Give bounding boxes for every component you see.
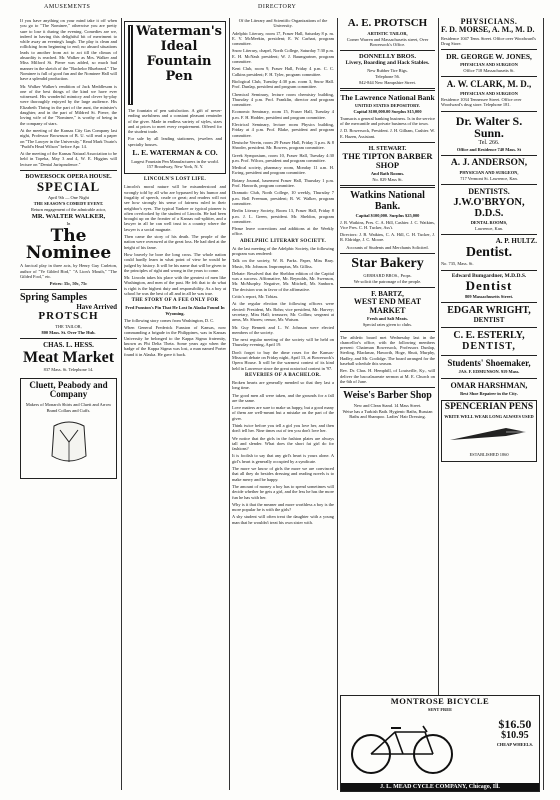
adelphic-paragraph: Mr. Guy Bennett and L. W. Johnson were elected members of the society. bbox=[232, 324, 334, 335]
clark-address: Residence 1034 Tennessee Street. Office over Woodward's drug store. Telephone 181. bbox=[441, 97, 522, 108]
adelphic-paragraph: Debate: Resolved that the Sheldon edition of the Capital was a success. Affirmative, Mr. Reynolds, Mr. Swenson, Mr. McMurphy. Negative, Mr. Mitchell, Mr. Sanborn. The decision was in favor of the affirmative. bbox=[232, 270, 334, 292]
harshman-tagline: Best Shoe Repairer in the City. bbox=[460, 391, 518, 397]
divider bbox=[20, 170, 117, 171]
directory-entry: Electrical Seminary, lecture room Physics building, Friday at 4 p.m. Prof. Blake, president and program committee. bbox=[232, 122, 334, 138]
column-divider bbox=[229, 18, 230, 790]
sunn-name: Dr. Walter S. Sunn. bbox=[455, 113, 523, 141]
reverie-paragraph: The amount of money a boy has to spend sometimes will decide whether he gets a girl, and the less he has the more fun he has with her. bbox=[232, 483, 334, 500]
montrose-heading: MONTROSE BICYCLE bbox=[390, 696, 490, 706]
divider bbox=[340, 185, 435, 188]
waterman-title: Waterman's Ideal Fountain Pen bbox=[136, 24, 222, 84]
watkins-officers: J. B. Watkins, Pres. C. A. Hill, Cashier. J. C. Watkins, Vice Pres. C. H. Tucker, Ass't. bbox=[340, 219, 435, 230]
divider bbox=[441, 155, 537, 156]
price-block bbox=[497, 718, 533, 748]
cluett-heading: Cluett, Peabody and Company bbox=[29, 379, 108, 399]
spencerian-established: ESTABLISHED 1860 bbox=[469, 452, 509, 458]
west-end-market-heading: WEST END MEAT MARKET bbox=[353, 297, 422, 315]
waterman-ad bbox=[124, 21, 226, 174]
directory-entry: Medical society, pharmacy room, Monday 11 a.m. H. Ewing, president and program committee. bbox=[232, 165, 334, 176]
directory-entry: Greek Symposium, room 10, Fraser Hall, Tuesday 4:30 p.m. Prof. Wilcox, president and program committee. bbox=[232, 152, 334, 163]
livery-heading: Livery, Boarding and Hack Stables. bbox=[345, 59, 430, 66]
morse-name: F. D. MORSE, A. M., M. D. bbox=[441, 25, 535, 35]
divider bbox=[441, 270, 537, 271]
funston-heading: THE STORY OF A FEE ONLY FOR bbox=[131, 298, 219, 304]
jones-address: Office 718 Massachusetts St. bbox=[463, 68, 515, 74]
protsch-name: A. E. PROTSCH bbox=[347, 18, 428, 29]
divider bbox=[340, 331, 435, 332]
adelphic-heading: ADELPHIC LITERARY SOCIETY. bbox=[239, 238, 327, 244]
protsch-sub: ARTISTIC TAILOR, bbox=[367, 30, 408, 36]
star-bakery-heading: Star Bakery bbox=[351, 255, 424, 271]
article-walker: Mr. Walker Walker's rendition of Jack Meddlesom is one of the best things of the kind we have ever witnessed. His wonderful mimicry and clever by-play were thoroughly enjoyed by the large audience. His Elizabeth Thring in the part of the aunt, the minister's daughter, and in the part of Mildred St. Pierre, the loving wife of the "Nominee," is worthy of being in the company of stars. bbox=[20, 83, 117, 126]
dentist-heading: Dentist. bbox=[465, 244, 513, 260]
header-directory: DIRECTORY bbox=[258, 4, 297, 10]
hultz-address: No. 735, Mass. St. bbox=[441, 261, 474, 267]
directory-entry: Chemical Seminary, lecture room chemistry building, Thursday 4 p.m. Prof. Franklin, director and program committee. bbox=[232, 91, 334, 108]
divider bbox=[441, 302, 537, 303]
mead-footer: J. L. MEAD CYCLE COMPANY, Chicago, Ill. bbox=[341, 783, 539, 791]
bartz-name: F. BARTZ, bbox=[371, 290, 404, 299]
spencerian-sub: WRITE WELL WEAR LONG ALWAYS USED bbox=[444, 414, 534, 420]
season-event: THE SEASON'S COMEDY EVENT. bbox=[33, 201, 104, 207]
special-heading: SPECIAL bbox=[36, 179, 101, 195]
prices: Prices: 35c, 50c, 75c bbox=[49, 281, 88, 287]
price-main: $16.50 bbox=[498, 717, 532, 731]
montrose-sub: SENT FREE bbox=[427, 706, 453, 712]
dentist-heading: DENTIST, bbox=[462, 340, 516, 352]
watkins-solicit: Accounts of Students and Merchants Solicited. bbox=[346, 244, 429, 250]
sunn-hours: Office and Residence 740 Mass. St bbox=[456, 146, 522, 152]
market-note: Special rates given to clubs. bbox=[362, 322, 413, 328]
directory-intro: Of the Literary and Scientific Organizations of the University. bbox=[238, 18, 328, 29]
athletic-board-article: The athletic board met Wednesday last in the chancellor's office, with the following members present: Chairman Bowersock, Professors Dunlap, Sterling, Blackmar, Haworth, Hoge, Shutt, Murphy, Hadley, and Mr. Coolidge. The board arranged for the baseball schedule this season. bbox=[340, 334, 435, 367]
dentists-heading: DENTISTS. bbox=[468, 187, 510, 197]
jones-sub: PHYSICIAN AND SURGEON bbox=[460, 62, 518, 68]
tailor-label: THE TAILOR, bbox=[55, 323, 82, 329]
bank-note: Transacts a general banking business. Is in the service of the mercantile and private business of the town. bbox=[340, 115, 435, 126]
protsch-address: Corner Warren and Massachusetts street, Over Bowersock's Office. bbox=[346, 36, 429, 47]
watkins-capital: Capital $100,000. Surplus $25,000 bbox=[355, 213, 420, 219]
meat-address: 837 Mass. St. Telephone 14. bbox=[43, 367, 94, 373]
anderson-sub: PHYSICIAN AND SURGEON, bbox=[459, 170, 519, 176]
bumgardner-address: 809 Massachusetts Street. bbox=[464, 293, 514, 299]
cheap-wheels: CHEAP WHEELS. bbox=[496, 742, 533, 748]
tiptop-address: No. 829 Mass St. bbox=[372, 177, 403, 183]
directory-entry: Dramatic Club, North College, 10 weekly, Thursday 7 p.m. Bell Freeman, president; B. W. Walker, program committee. bbox=[232, 190, 334, 206]
divider bbox=[340, 287, 435, 288]
reverie-paragraph: We notice that the girls in the fashion plates are always tall and slender. What does the short fat girl do for fashions? bbox=[232, 435, 334, 452]
cluett-ad bbox=[20, 378, 117, 479]
lincoln-heading: LINCOLN'S LOST LIFE. bbox=[143, 177, 207, 183]
adelphic-paragraph: Critic's report, Mr. Tobias. bbox=[232, 294, 279, 300]
reverie-paragraph: The more we know of girls the more we are convinced that all they do besides dressing and reading novels is to make merry and be happy. bbox=[232, 466, 334, 482]
divider bbox=[340, 50, 435, 51]
divider bbox=[441, 184, 537, 185]
adelphic-paragraph: The next regular meeting of the society will be held on Thursday evening, April 19. bbox=[232, 337, 334, 348]
adelphic-paragraph: Talk on the society, W. R. Parks. Paper, Miss Bray. Music, Mr. Johnson. Impromptus, Mr. Gilliss. bbox=[232, 258, 334, 269]
montrose-bicycle-ad bbox=[340, 695, 540, 792]
funston-paragraph: When General Frederick Funston of Kansas, now commanding a brigade in the Philippines, was in Kansas University he belonged to the Kappa Sigma fraternity, known as Phi Delta Theta. Some years ago when the badge of the Kappa Sigma was lost, a man named Porter found it in Alaska. He gave it back. bbox=[124, 325, 226, 357]
watkins-bank-name: Watkins National Bank. bbox=[350, 190, 425, 212]
anderson-name: A. J. ANDERSON, bbox=[450, 158, 528, 169]
spencerian-ad bbox=[441, 400, 537, 461]
divider bbox=[441, 355, 537, 356]
reverie-paragraph: Why is it that the meaner and more worthless a boy is the more popular he is with the girls? bbox=[232, 501, 334, 513]
reveries-heading: REVERIES OF A BACHELOR. bbox=[245, 372, 321, 378]
column-directory bbox=[232, 18, 334, 792]
spring-samples-heading: Spring Samples bbox=[20, 292, 87, 304]
adelphic-paragraph: At the last meeting of the Adelphic Society, the following program was rendered: bbox=[232, 245, 334, 256]
divider bbox=[441, 76, 537, 77]
harshman-name: OMAR HARSHMAN, bbox=[450, 380, 528, 390]
divider bbox=[20, 338, 117, 339]
bumgardner-name: Edward Bumgardner, M.D.D.S. bbox=[451, 272, 527, 279]
collar-illustration bbox=[23, 416, 114, 476]
meat-market-heading: Meat Market bbox=[22, 348, 115, 366]
tiptop-sub: And Bath Rooms. bbox=[370, 170, 405, 176]
waterman-sale: For sale by all leading stationers, jewelers and specialty houses. bbox=[128, 136, 222, 147]
actor-name: MR. WALTER WALKER, bbox=[31, 212, 106, 220]
weise-note: Weise has a Turkish Bath. Hygienic Baths, Russian Baths and Shampoo. Ladies' Hair Dressing. bbox=[342, 408, 433, 420]
bank-capital: Capital $100,000.00 Surplus $15,000 bbox=[353, 109, 422, 115]
dental-rooms: DENTAL ROOMS, bbox=[470, 219, 508, 225]
dental-address: Lawrence, Kan. bbox=[475, 226, 503, 232]
morse-address: Residence 1047 Tenn. Street. Office over Woodward's Drug Store. bbox=[441, 35, 536, 46]
jones-name: DR. GEORGE W. JONES, bbox=[446, 52, 532, 62]
special-date: April 9th — One Night bbox=[48, 194, 89, 200]
article-dental: At the meeting of the Kansas Natural Association to be held in Topeka, May 3 and 4, W. E. Higgins will lecture on "Dental Jurisprudence." bbox=[20, 151, 117, 167]
collar-icon bbox=[24, 416, 114, 476]
directory-entry: Snow Literary, chapel, North College, Saturday 7:30 p.m. E. H. McNash president; W. J. Baumgartner, program committee. bbox=[232, 48, 334, 65]
protsch-heading: PROTSCH bbox=[38, 310, 99, 323]
bank-depository: UNITED STATES DEPOSITORY. bbox=[355, 103, 420, 109]
header-amusements: AMUSEMENTS bbox=[44, 4, 91, 10]
lincoln-paragraph: Lincoln's moral nature will be misunderstood and wrongly told by all who are bypassed by his humor and frugality of speech, crude or great; and readers will not see how strongly his sense of fairness ruled in their neighbor's eyes. The typical Yankee or typical pioneer is often overlooked by the student of Lincoln. He had been brought up on the frontier of a Kansas rail-splitter, and a lawyer in all he can well trust in a country where the lawyer is a social magnate. bbox=[124, 184, 226, 232]
reverie-paragraph: Love matters are sure to make us happy, but a good many of them are well-meant but a mistake on the part of the giver. bbox=[232, 405, 334, 421]
directory-note: Please leave corrections and additions at the Weekly office. bbox=[232, 226, 334, 237]
donnelly-phone: Telephone 56. bbox=[375, 73, 400, 79]
spencerian-heading: SPENCERIAN PENS bbox=[444, 402, 534, 413]
physicians-heading: PHYSICIANS. bbox=[460, 18, 518, 26]
column-professional bbox=[441, 18, 537, 792]
bicycle-icon bbox=[347, 718, 457, 776]
anderson-address: 717 Vermont St. Lawrence, Kan. bbox=[460, 176, 518, 182]
clark-sub: PHYSICIAN AND SURGEON bbox=[460, 90, 518, 96]
shoemaker-heading: Students' Shoemaker, bbox=[447, 358, 531, 368]
reverie-paragraph: Broken hearts are generally mended so that they last a long time. bbox=[232, 379, 334, 391]
rubber-rigs: New Rubber Tire Rigs. bbox=[367, 67, 408, 73]
star-bakery-props: GERHARD BROS., Props. bbox=[363, 272, 412, 278]
hess-name: CHAS. L. HESS. bbox=[43, 341, 94, 350]
divider bbox=[20, 289, 117, 290]
directory-entry: Economic Seminary, room 15, Fraser Hall, Tuesday 4 p.m. F. H. Hodder, president and program committee. bbox=[232, 109, 334, 120]
pen-nib-icon bbox=[446, 420, 532, 446]
bank-officers: J. D. Bowersock, President. J. H. Gilham, Cashier. W. E. Hazen, Assistant. bbox=[340, 128, 435, 139]
divider bbox=[340, 387, 435, 388]
opera-house-heading: BOWERSOCK OPERA HOUSE. bbox=[25, 174, 112, 181]
funston-paragraph: The following story comes from Washington, D. C. bbox=[124, 317, 215, 323]
column-amusements bbox=[20, 18, 117, 792]
lincoln-paragraph: Mr. Lincoln takes his place with the greatest of men like Washington, and men of the past. He felt that to do what is right is the highest duty and responsibility. As a boy at school he was the best of all and in all he was true. bbox=[124, 275, 226, 296]
lincoln-paragraph: How bravely he bore the long cross. The whole nation could hardly learn in what point of view he would be judged by history. It will be his name that will be given to the principles of right and wrong in the years to come. bbox=[124, 251, 226, 273]
tiptop-barber-heading: THE TIPTON BARBER SHOP bbox=[342, 151, 433, 171]
fountain-pen-icon bbox=[128, 25, 133, 105]
esterly-name: C. E. ESTERLY, bbox=[453, 330, 525, 341]
divider bbox=[340, 142, 435, 143]
directory-entry: Botany Journal, basement Fraser Hall, Thursday 1 p.m. Prof. Haworth, program committee. bbox=[232, 177, 334, 189]
star-bakery-note: We solicit the patronage of the people. bbox=[353, 278, 422, 284]
directory-entry: Kent Club, room 9, Fraser Hall, Friday 4 p.m. C. C. Calkins president; F. H. Tyler, program committee. bbox=[232, 66, 334, 77]
reverie-paragraph: Think twice before you tell a girl you love her, and then don't tell her. Nine times out of ten you don't love her. bbox=[232, 423, 334, 434]
divider bbox=[441, 378, 537, 379]
weise-barber-heading: Weise's Barber Shop bbox=[343, 390, 432, 402]
funston-subhead: Fred Funston's Pin That He Lost In Alaska Found In Wyoming. bbox=[125, 305, 225, 316]
divider bbox=[441, 327, 537, 328]
directory-entry: Biological Club, Tuesday 4:30 p.m. room 3, Snow Hall. Prof. Dunlap, president and program committee. bbox=[232, 78, 334, 90]
column-divider bbox=[337, 18, 338, 790]
divider bbox=[441, 234, 537, 235]
waterman-text: The fountain of pen satisfaction. A gift of never-ending usefulness and a constant pleasant reminder of the giver. Made in endless variety of styles, sizes and at prices to meet every requirement. Offered for the student trade. bbox=[128, 108, 222, 135]
play-title: The Nominee bbox=[25, 225, 112, 264]
in-text: In bbox=[66, 221, 71, 227]
directory-entry: Deutsche Verein, room 29 Fraser Hall, Friday 3 p.m. & 8 Shroder, president. Mr. Bowers, program committee. bbox=[232, 139, 334, 151]
clark-name: A. W. CLARK, M. D., bbox=[446, 79, 532, 90]
adelphic-paragraph: At the regular election the following officers were elected: President, Mr. Bohn; vice president, Mr. Harvey; secretary, Miss Hall; treasurer, Mr. Collins; sergeant at arms, Mr. Shores; censor, Mr. Watson. bbox=[232, 301, 334, 323]
waterman-address: Largest Fountain Pen Manufacturers in the world. 157 Broadway, New York, N. Y. bbox=[131, 158, 219, 170]
stewart-name: H. STEWART. bbox=[368, 145, 407, 152]
adelphic-paragraph: Don't forget to buy the dime roses for the Kansas-Missouri debate on Friday night, April 13, at Bowersock's Opera House. It will be the warmest contest of its kind held in Lawrence since the great oratorical contest in '97. bbox=[232, 349, 334, 371]
edmunson-name: JAS. F. EDMUNSON. 919 Mass. bbox=[458, 369, 520, 375]
column-business bbox=[340, 18, 435, 792]
lincoln-paragraph: Then came the story of his death. The people of the nation were overawed at the great loss. He had died at the height of his fame. bbox=[124, 234, 226, 250]
divider bbox=[441, 49, 537, 50]
divider bbox=[441, 111, 537, 112]
dentist-heading: DENTIST bbox=[473, 315, 505, 324]
hultz-name: A. P. HULTZ. bbox=[495, 237, 537, 246]
wright-name: EDGAR WRIGHT, bbox=[447, 305, 531, 317]
reverie-paragraph: The good men all were taken, and the grounds for a fall are the same. bbox=[232, 392, 334, 403]
divider bbox=[340, 253, 435, 254]
engagement-text: Return engagement of the admirable actor, bbox=[31, 207, 106, 213]
price-secondary: $10.95 bbox=[501, 729, 529, 741]
divider bbox=[340, 88, 435, 91]
reverie-paragraph: A shy student will often treat the daughter with a young man that he wouldn't treat his own sister with. bbox=[232, 514, 334, 525]
column-divider bbox=[543, 18, 544, 790]
directory-entry: Adelphic Literary, room 17, Fraser Hall, Saturday 8 p. m. E. V. McMeekin, president; E. W. Carhart, program committee. bbox=[232, 30, 334, 47]
reverie-paragraph: It is foolish to say that any girl's heart is yours alone. A girl's heart is generally occupied by a syndicate. bbox=[232, 453, 334, 464]
column-waterman bbox=[124, 18, 226, 792]
spring-sub: Have Arrived bbox=[76, 302, 117, 311]
waterman-maker: L. E. WATERMAN & CO. bbox=[132, 148, 218, 158]
play-note: A farcical play in three acts, by Henry Guy Carleton, author of "Ye Gilded Bird," "A Lion's Mouth," "The Gilded Fool," etc. bbox=[20, 263, 117, 279]
watkins-directors: Directors: J. B. Watkins, C. A. Hill, C. H. Tucker, J. R. Eldridge, J. C. Moore. bbox=[340, 232, 435, 243]
article-nominee-review: If you have anything on your mind take it off when you go to "The Nominee," otherwise you are pretty sure to lose it during the evening. Comedies are we, indeed in having this delightful bit of merriment to while away an evening's laugh. The play is clean and rollicking from beginning to end; no absurd situations leads to another from act to act till the climax of absurdity is reached. Mr. Walker as Mrs. Walker and Miss Milford St. Pierre was added, so much bad manner in the sketch of the "Bachelor Bluebeard." The Nominee is full of good fun and the Nominee Hall will have a splendid production. bbox=[20, 18, 117, 82]
cluett-text: Makers of Monarch Shirts and Cluett and Arrow Brand Collars and Cuffs. bbox=[25, 402, 112, 413]
sermon-article: Rev. Dr. Chas. H. Hemphill, of Louisville, Ky., will deliver the baccalaureate sermon at M. E. Church on the 6th of June. bbox=[340, 368, 435, 384]
column-divider bbox=[438, 18, 439, 790]
donnelly-name: DONNELLY BROS. bbox=[359, 53, 416, 61]
directory-entry: Berlin Literary Society, Room 13, Fraser Hall, Friday 8 p.m. J. L. Green, president. Mr. Sheldon, program committee. bbox=[232, 208, 334, 224]
article-gas-company: At the meeting of the Kansas City Gas Company last night, Professor Brownson of B. U. will read a paper on "The Lawyer in the University." Read Mark Twain's "Pudd'n Head Wilson" before Apr. 14. bbox=[20, 127, 117, 149]
obryon-name: J.W.O'BRYON, D.D.S. bbox=[453, 196, 525, 219]
market-sub: Fresh and Salt Meats. bbox=[367, 316, 408, 322]
column-divider bbox=[121, 18, 122, 790]
dentist-heading: Dentist bbox=[465, 278, 513, 294]
tailor-address: 800 Mass. St. Over The Hub. bbox=[41, 329, 96, 335]
lawrence-bank-name: The Lawrence National Bank bbox=[340, 93, 435, 103]
donnelly-address: 842-844 New Hampshire Street. bbox=[359, 80, 416, 86]
weise-sub: New and Clean Stand. 14 Mass Street. bbox=[353, 402, 422, 408]
sunn-tel: Tel. 266. bbox=[478, 139, 500, 146]
